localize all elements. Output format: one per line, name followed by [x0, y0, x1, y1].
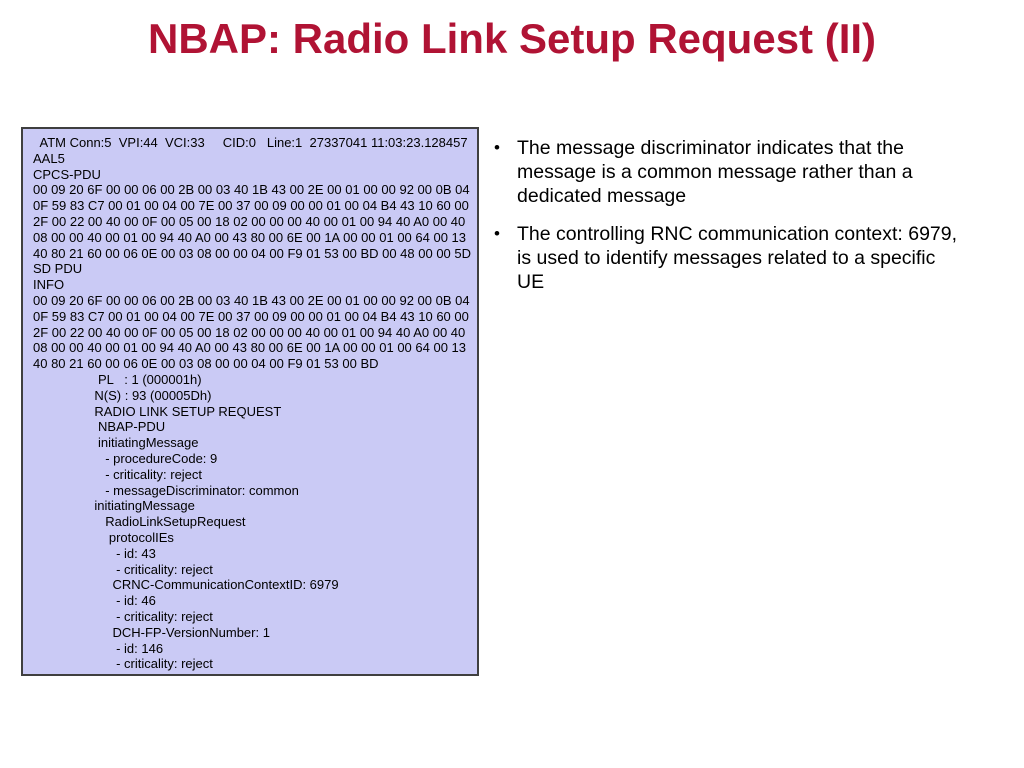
- trace-line-hex: 0F 59 83 C7 00 01 00 04 00 7E 00 37 00 09 00 00 01 00 04 B4 43 10 60 00: [33, 308, 469, 324]
- trace-line-decode: RADIO LINK SETUP REQUEST: [33, 403, 282, 419]
- trace-line-hex: 00 09 20 6F 00 00 06 00 2B 00 03 40 1B 43 00 2E 00 01 00 00 92 00 0B 04: [33, 182, 470, 198]
- trace-line-decode: - procedureCode: 9: [33, 450, 218, 466]
- bullet-text: The message discriminator indicates that the message is a common message rather than a dedicated message: [517, 137, 913, 207]
- trace-line-decode: protocolIEs: [33, 529, 174, 545]
- trace-line-decode: DCH-FP-VersionNumber: 1: [33, 624, 270, 640]
- bullet-icon: •: [494, 138, 500, 157]
- trace-line-decode: initiatingMessage: [33, 498, 195, 514]
- trace-line-decode: - id: 146: [33, 640, 164, 656]
- trace-line-decode: NBAP-PDU: [33, 419, 166, 435]
- trace-line-decode: - criticality: reject: [33, 608, 213, 624]
- trace-line-decode: - messageDiscriminator: common: [33, 482, 299, 498]
- trace-line-hex: 40 80 21 60 00 06 0E 00 03 08 00 00 04 00 F9 01 53 00 BD: [33, 356, 379, 372]
- bullet-text: The controlling RNC communication context: 6979, is used to identify messages related to a specific UE: [517, 223, 958, 293]
- trace-line-hex: 08 00 00 40 00 01 00 94 40 A0 00 43 80 00 6E 00 1A 00 00 01 00 64 00 13: [33, 229, 466, 245]
- trace-line: AAL5: [33, 150, 65, 166]
- trace-line: CPCS-PDU: [33, 166, 101, 182]
- trace-line-decode: PL : 1 (000001h): [33, 371, 202, 387]
- trace-line-decode: N(S) : 93 (00005Dh): [33, 387, 212, 403]
- bullet-icon: •: [494, 224, 500, 243]
- bullet-item: [494, 136, 984, 208]
- trace-line-decode: - criticality: reject: [33, 656, 213, 672]
- trace-line-decode: RadioLinkSetupRequest: [33, 514, 246, 530]
- trace-line-hex: 00 09 20 6F 00 00 06 00 2B 00 03 40 1B 43 00 2E 00 01 00 00 92 00 0B 04: [33, 292, 470, 308]
- trace-line-hex: 2F 00 22 00 40 00 0F 00 05 00 18 02 00 00 00 40 00 01 00 94 40 A0 00 40: [33, 213, 466, 229]
- trace-line: INFO: [33, 277, 65, 293]
- trace-line-hex: 08 00 00 40 00 01 00 94 40 A0 00 43 80 00 6E 00 1A 00 00 01 00 64 00 13: [33, 340, 466, 356]
- trace-line-decode: - criticality: reject: [33, 466, 203, 482]
- trace-line-decode: initiatingMessage: [33, 435, 199, 451]
- trace-line-decode: - id: 46: [33, 593, 156, 609]
- trace-line-decode: - id: 43: [33, 545, 156, 561]
- trace-line: SD PDU: [33, 261, 83, 277]
- trace-line-hex: 2F 00 22 00 40 00 0F 00 05 00 18 02 00 00 00 40 00 01 00 94 40 A0 00 40: [33, 324, 466, 340]
- trace-line-atm-header: ATM Conn:5 VPI:44 VCI:33 CID:0 Line:1 27337041 11:03:23.128457: [33, 135, 468, 150]
- bullet-item: [494, 222, 984, 294]
- trace-line-hex: 40 80 21 60 00 06 0E 00 03 08 00 00 04 00 F9 01 53 00 BD 00 48 00 00 5D: [33, 245, 472, 261]
- bullet-list: [494, 136, 984, 308]
- trace-line-hex: 0F 59 83 C7 00 01 00 04 00 7E 00 37 00 09 00 00 01 00 04 B4 43 10 60 00: [33, 198, 469, 214]
- trace-line-decode: CRNC-CommunicationContextID: 6979: [33, 577, 339, 593]
- slide-title: NBAP: Radio Link Setup Request (II): [147, 15, 877, 62]
- trace-line-decode: - criticality: reject: [33, 561, 213, 577]
- protocol-trace-box: [21, 127, 479, 676]
